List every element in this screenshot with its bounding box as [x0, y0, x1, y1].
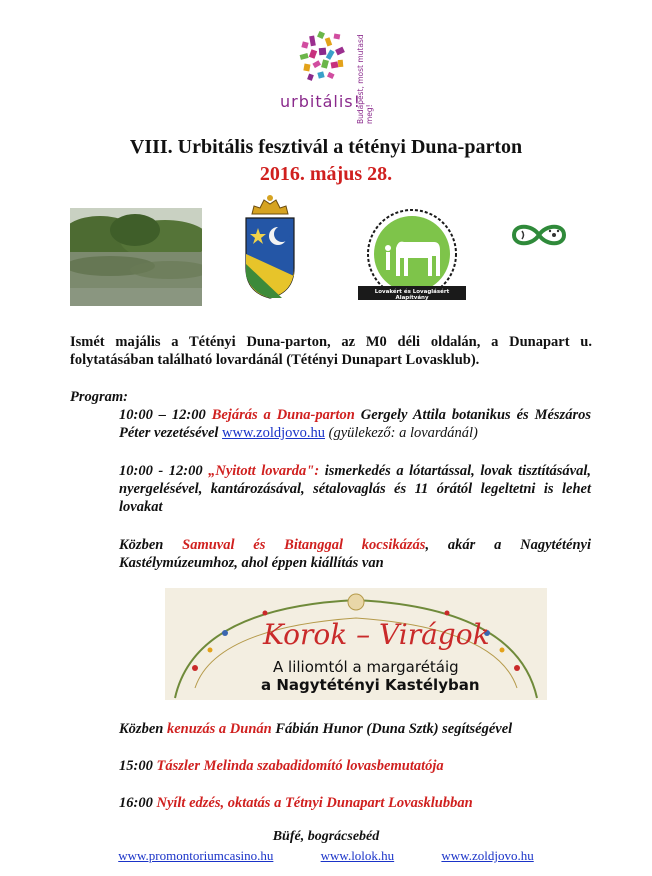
item-highlight: „Nyitott lovarda": — [208, 463, 320, 479]
green-infinity-logo — [508, 222, 570, 248]
item-time: 15:00 — [119, 758, 157, 774]
urbitalis-brand-text: urbitális! — [280, 92, 362, 111]
page-title: VIII. Urbitális fesztivál a tétényi Duna-parton — [129, 136, 523, 158]
foundation-logo — [356, 204, 468, 308]
item-pre: Közben — [119, 537, 183, 553]
banner-subtitle: A liliomtól a margarétáig — [273, 658, 459, 676]
coat-of-arms-icon — [242, 194, 298, 300]
item-text: Fábián Hunor (Duna Sztk) segítségével — [271, 721, 513, 737]
banner-subtitle2: a Nagytétényi Kastélyban — [261, 676, 480, 694]
item-note: (gyülekező: a lovardánál) — [325, 425, 478, 441]
exhibition-banner — [165, 588, 547, 700]
river-photo — [70, 208, 202, 306]
footer-link-lolok[interactable]: www.lolok.hu — [320, 848, 395, 863]
program-item-open-stable — [119, 462, 591, 516]
event-date: 2016. május 28. — [259, 163, 393, 185]
footer-link-promontorium[interactable]: www.promontoriumcasino.hu — [118, 848, 274, 863]
footer-links — [0, 848, 652, 864]
item-highlight: Samuval és Bitanggal kocsikázás — [182, 537, 426, 553]
item-time: 10:00 - 12:00 — [119, 463, 209, 479]
item-pre: Közben — [119, 721, 167, 737]
item-highlight: Nyílt edzés, oktatás a Tétnyi Dunapart Lovasklubban — [156, 795, 473, 811]
footer-link-zoldjovo[interactable]: www.zoldjovo.hu — [441, 848, 534, 863]
program-item-walk — [119, 406, 591, 442]
program-item-training — [119, 794, 591, 812]
item-text: , akár a Nagytétényi Kastélymúzeumhoz, ahol éppen kiállítás van — [119, 537, 591, 571]
buffet-note: Büfé, bográcsebéd — [272, 829, 380, 844]
program-heading: Program: — [70, 389, 128, 405]
program-item-carriage — [119, 536, 591, 572]
program-item-show — [119, 757, 591, 775]
intro-paragraph: Ismét majális a Tétényi Duna-parton, az M0 déli oldalán, a Dunapart u. folytatásában található lovardánál (Tétényi Dunapart Lovasklub). — [70, 334, 592, 368]
item-highlight: Tászler Melinda szabadidomító lovasbemutatója — [156, 758, 444, 774]
program-item-canoe — [119, 720, 591, 738]
urbitalis-logo-mark — [288, 28, 358, 90]
item-highlight: Bejárás a Duna-parton — [211, 407, 355, 423]
urbitalis-tagline: Budapest, most mutasd meg! — [356, 34, 374, 124]
foundation-caption: Lovakért és Lovaglásért Alapítvány — [374, 289, 450, 301]
item-time: 10:00 – 12:00 — [119, 407, 212, 423]
item-text: Gergely Attila botanikus és Mészáros Péter vezetésével — [119, 407, 591, 441]
urbitalis-logo — [280, 28, 374, 124]
item-text: ismerkedés a lótartással, lovak tisztításával, nyergelésével, kantározásával, sétalovaglás és 11 órától legeltetni is lehet lovakat — [119, 463, 591, 515]
zoldjovo-link[interactable]: www.zoldjovo.hu — [222, 425, 326, 441]
banner-title: Korok – Virágok — [263, 618, 490, 651]
item-time: 16:00 — [119, 795, 157, 811]
item-highlight: kenuzás a Dunán — [166, 721, 272, 737]
